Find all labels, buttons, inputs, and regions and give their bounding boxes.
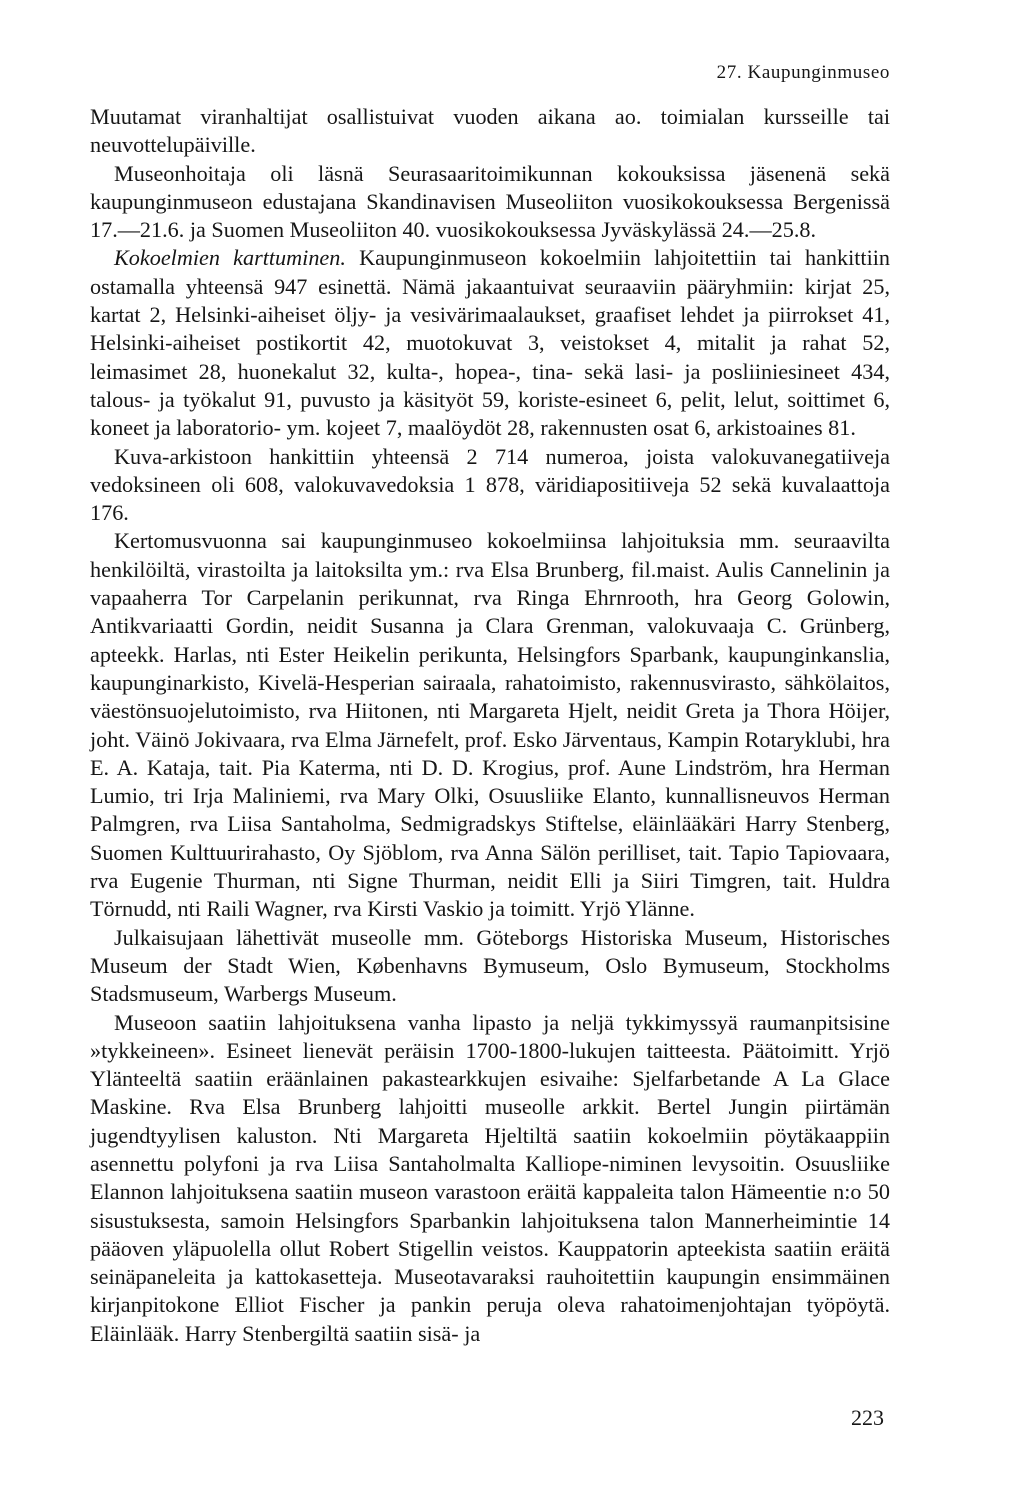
paragraph-text: Muutamat viranhaltijat osallistuivat vuoden aikana ao. toimialan kursseille tai neuvottelupäiville.	[90, 104, 890, 158]
running-header: 27. Kaupunginmuseo	[716, 62, 890, 83]
page-number: 223	[851, 1405, 884, 1430]
paragraph-text: Museoon saatiin lahjoituksena vanha lipasto ja neljä tykkimyssyä raumanpitsisine »tykkeineen». Esineet lienevät peräisin 1700-1800-lukujen taitteesta. Päätoimitt. Yrjö Ylänteeltä saatiin eräänlainen pakastearkkujen esivaihe: Sjelfarbetande A La Glace Maskine. Rva Elsa Brunberg lahjoitti museolle arkkit. Bertel Jungin piirtämän jugendtyylisen kaluston. Nti Margareta Hjeltiltä saatiin kokoelmiin pöytäkaappiin asennettu polyfoni ja rva Liisa Santaholmalta Kalliope-niminen levysoitin. Osuusliike Elannon lahjoituksena saatiin museon varastoon eräitä kappaleita talon Hämeentie n:o 50 sisustuksesta, samoin Helsingfors Sparbankin lahjoituksena talon Mannerheimintie 14 pääoven yläpuolella ollut Robert Stigellin veistos. Kauppatorin apteekista saatiin eräitä seinäpaneleita ja kattokasetteja. Museotavaraksi rauhoitettiin kaupungin ensimmäinen kirjanpitokone Elliot Fischer ja pankin peruja oleva rahatoimenjohtajan työpöytä. Eläinlääk. Harry Stenbergiltä saatiin sisä- ja	[90, 1009, 890, 1346]
paragraph	[90, 924, 890, 1009]
paragraph	[90, 244, 890, 442]
paragraph	[90, 160, 890, 245]
paragraph-text: Kuva-arkistoon hankittiin yhteensä 2 714 numeroa, joista valokuvanegatiiveja vedoksineen oli 608, valokuvavedoksia 1 878, väridiapositiiveja 52 sekä kuvalaattoja 176.	[90, 443, 890, 526]
paragraph	[90, 443, 890, 528]
paragraph	[90, 1009, 890, 1349]
document-body	[90, 103, 890, 1348]
paragraph-text: Kaupunginmuseon kokoelmiin lahjoitettiin tai hankittiin ostamalla yhteensä 947 esinettä. Nämä jakaantuivat seuraaviin pääryhmiin: kirjat 25, kartat 2, Helsinki-aiheiset öljy- ja vesivärimaalaukset, graafiset lehdet ja piirrokset 41, Helsinki-aiheiset postikortit 42, muotokuvat 3, veistokset 4, mitalit ja rahat 52, leimasimet 28, huonekalut 32, kulta-, hopea-, tina- sekä lasi- ja posliiniesineet 434, talous- ja työkalut 91, puvusto ja käsityöt 59, koriste-esineet 6, pelit, lelut, soittimet 6, koneet ja laboratorio- ym. kojeet 7, maalöydöt 28, rakennusten osat 6, arkistoaines 81.	[90, 245, 890, 441]
section-heading: Kokoelmien karttuminen.	[114, 245, 346, 271]
paragraph-text: Kertomusvuonna sai kaupunginmuseo kokoelmiinsa lahjoituksia mm. seuraavilta henkilöiltä, virastoilta ja laitoksilta ym.: rva Elsa Brunberg, fil.maist. Aulis Cannelinin ja vapaaherra Tor Carpelanin perikunnat, rva Ringa Ehrnrooth, hra Georg Golowin, Antikvariaatti Gordin, neidit Susanna ja Clara Grenman, valokuvaaja C. Grünberg, apteekk. Harlas, nti Ester Heikelin perikunta, Helsingfors Sparbank, kaupunginkanslia, kaupunginarkisto, Kivelä-Hesperian sairaala, rahatoimisto, rakennusvirasto, sähkölaitos, väestönsuojelutoimisto, rva Hiitonen, nti Margareta Hjelt, neidit Greta ja Thora Höijer, joht. Väinö Jokivaara, rva Elma Järnefelt, prof. Esko Järventaus, Kampin Rotaryklubi, hra E. A. Kataja, tait. Pia Katerma, nti D. D. Krogius, prof. Aune Lindström, hra Herman Lumio, tri Irja Maliniemi, rva Mary Olki, Osuusliike Elanto, kunnallisneuvos Herman Palmgren, rva Liisa Santaholma, Sedmigradskys Stiftelse, eläinlääkäri Harry Stenberg, Suomen Kulttuurirahasto, Oy Sjöblom, rva Anna Sälön perilliset, tait. Tapio Tapiovaara, rva Eugenie Thurman, nti Signe Thurman, neidit Elli ja Siiri Timgren, tait. Huldra Törnudd, nti Raili Wagner, rva Kirsti Vaskio ja toimitt. Yrjö Ylänne.	[90, 528, 890, 922]
paragraph	[90, 103, 890, 160]
paragraph-text: Julkaisujaan lähettivät museolle mm. Göteborgs Historiska Museum, Historisches Museum der Stadt Wien, Københavns Bymuseum, Oslo Bymuseum, Stockholms Stadsmuseum, Warbergs Museum.	[90, 924, 890, 1007]
paragraph	[90, 527, 890, 923]
paragraph-text: Museonhoitaja oli läsnä Seurasaaritoimikunnan kokouksissa jäsenenä sekä kaupunginmuseon edustajana Skandinavisen Museoliiton vuosikokouksessa Bergenissä 17.—21.6. ja Suomen Museoliiton 40. vuosikokouksessa Jyväskylässä 24.—25.8.	[90, 160, 890, 243]
